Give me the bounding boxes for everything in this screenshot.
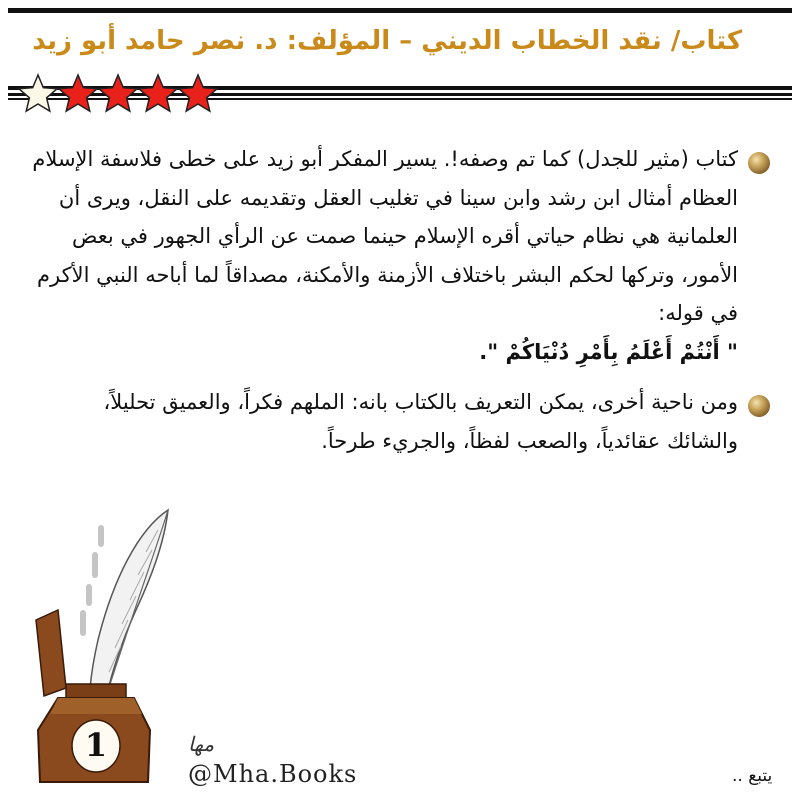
star-icon-empty [19, 75, 57, 111]
page-title: كتاب/ نقد الخطاب الديني – المؤلف: د. نصر حامد أبو زيد [32, 26, 742, 56]
author-signature: مها [188, 732, 215, 756]
quill-ink-illustration [18, 500, 188, 790]
star-icon-filled [139, 75, 177, 111]
star-icon-filled [179, 75, 217, 111]
paragraph-2 [24, 383, 770, 460]
badge-number: 1 [84, 726, 108, 764]
rating-stars [4, 68, 224, 118]
paragraph-1 [24, 140, 770, 371]
star-icon-filled [99, 75, 137, 111]
review-body [24, 140, 770, 472]
continued-label: يتبع .. [732, 766, 773, 786]
decorative-lettering [80, 525, 104, 636]
account-handle: @Mha.Books [188, 760, 358, 788]
paragraph-2-text: ومن ناحية أخرى، يمكن التعريف بالكتاب بانه: الملهم فكراً، والعميق تحليلاً، والشائك عقائدياً، والصعب لفظاً، والجريء طرحاً. [103, 390, 738, 453]
star-icon-filled [59, 75, 97, 111]
hadith-quote: " أَنْتُمْ أَعْلَمُ بِأَمْرِ دُنْيَاكُمْ ". [479, 339, 738, 364]
paragraph-1-text: كتاب (مثير للجدل) كما تم وصفه!. يسير المفكر أبو زيد على خطى فلاسفة الإسلام العظام أمثال ابن رشد وابن سينا في تغليب العقل وتقديمه على النقل، ويرى أن العلمانية هي نظام حياتي أقره الإسلام حينما صمت عن الرأي الجهور في بعض الأمور، وتركها لحكم البشر باختلاف الأزمنة والأمكنة، مصداقاً لما أباحه النبي الأكرم في قوله: [32, 147, 738, 325]
bullet-icon [748, 395, 770, 417]
bullet-icon [748, 152, 770, 174]
top-rule [8, 8, 792, 13]
